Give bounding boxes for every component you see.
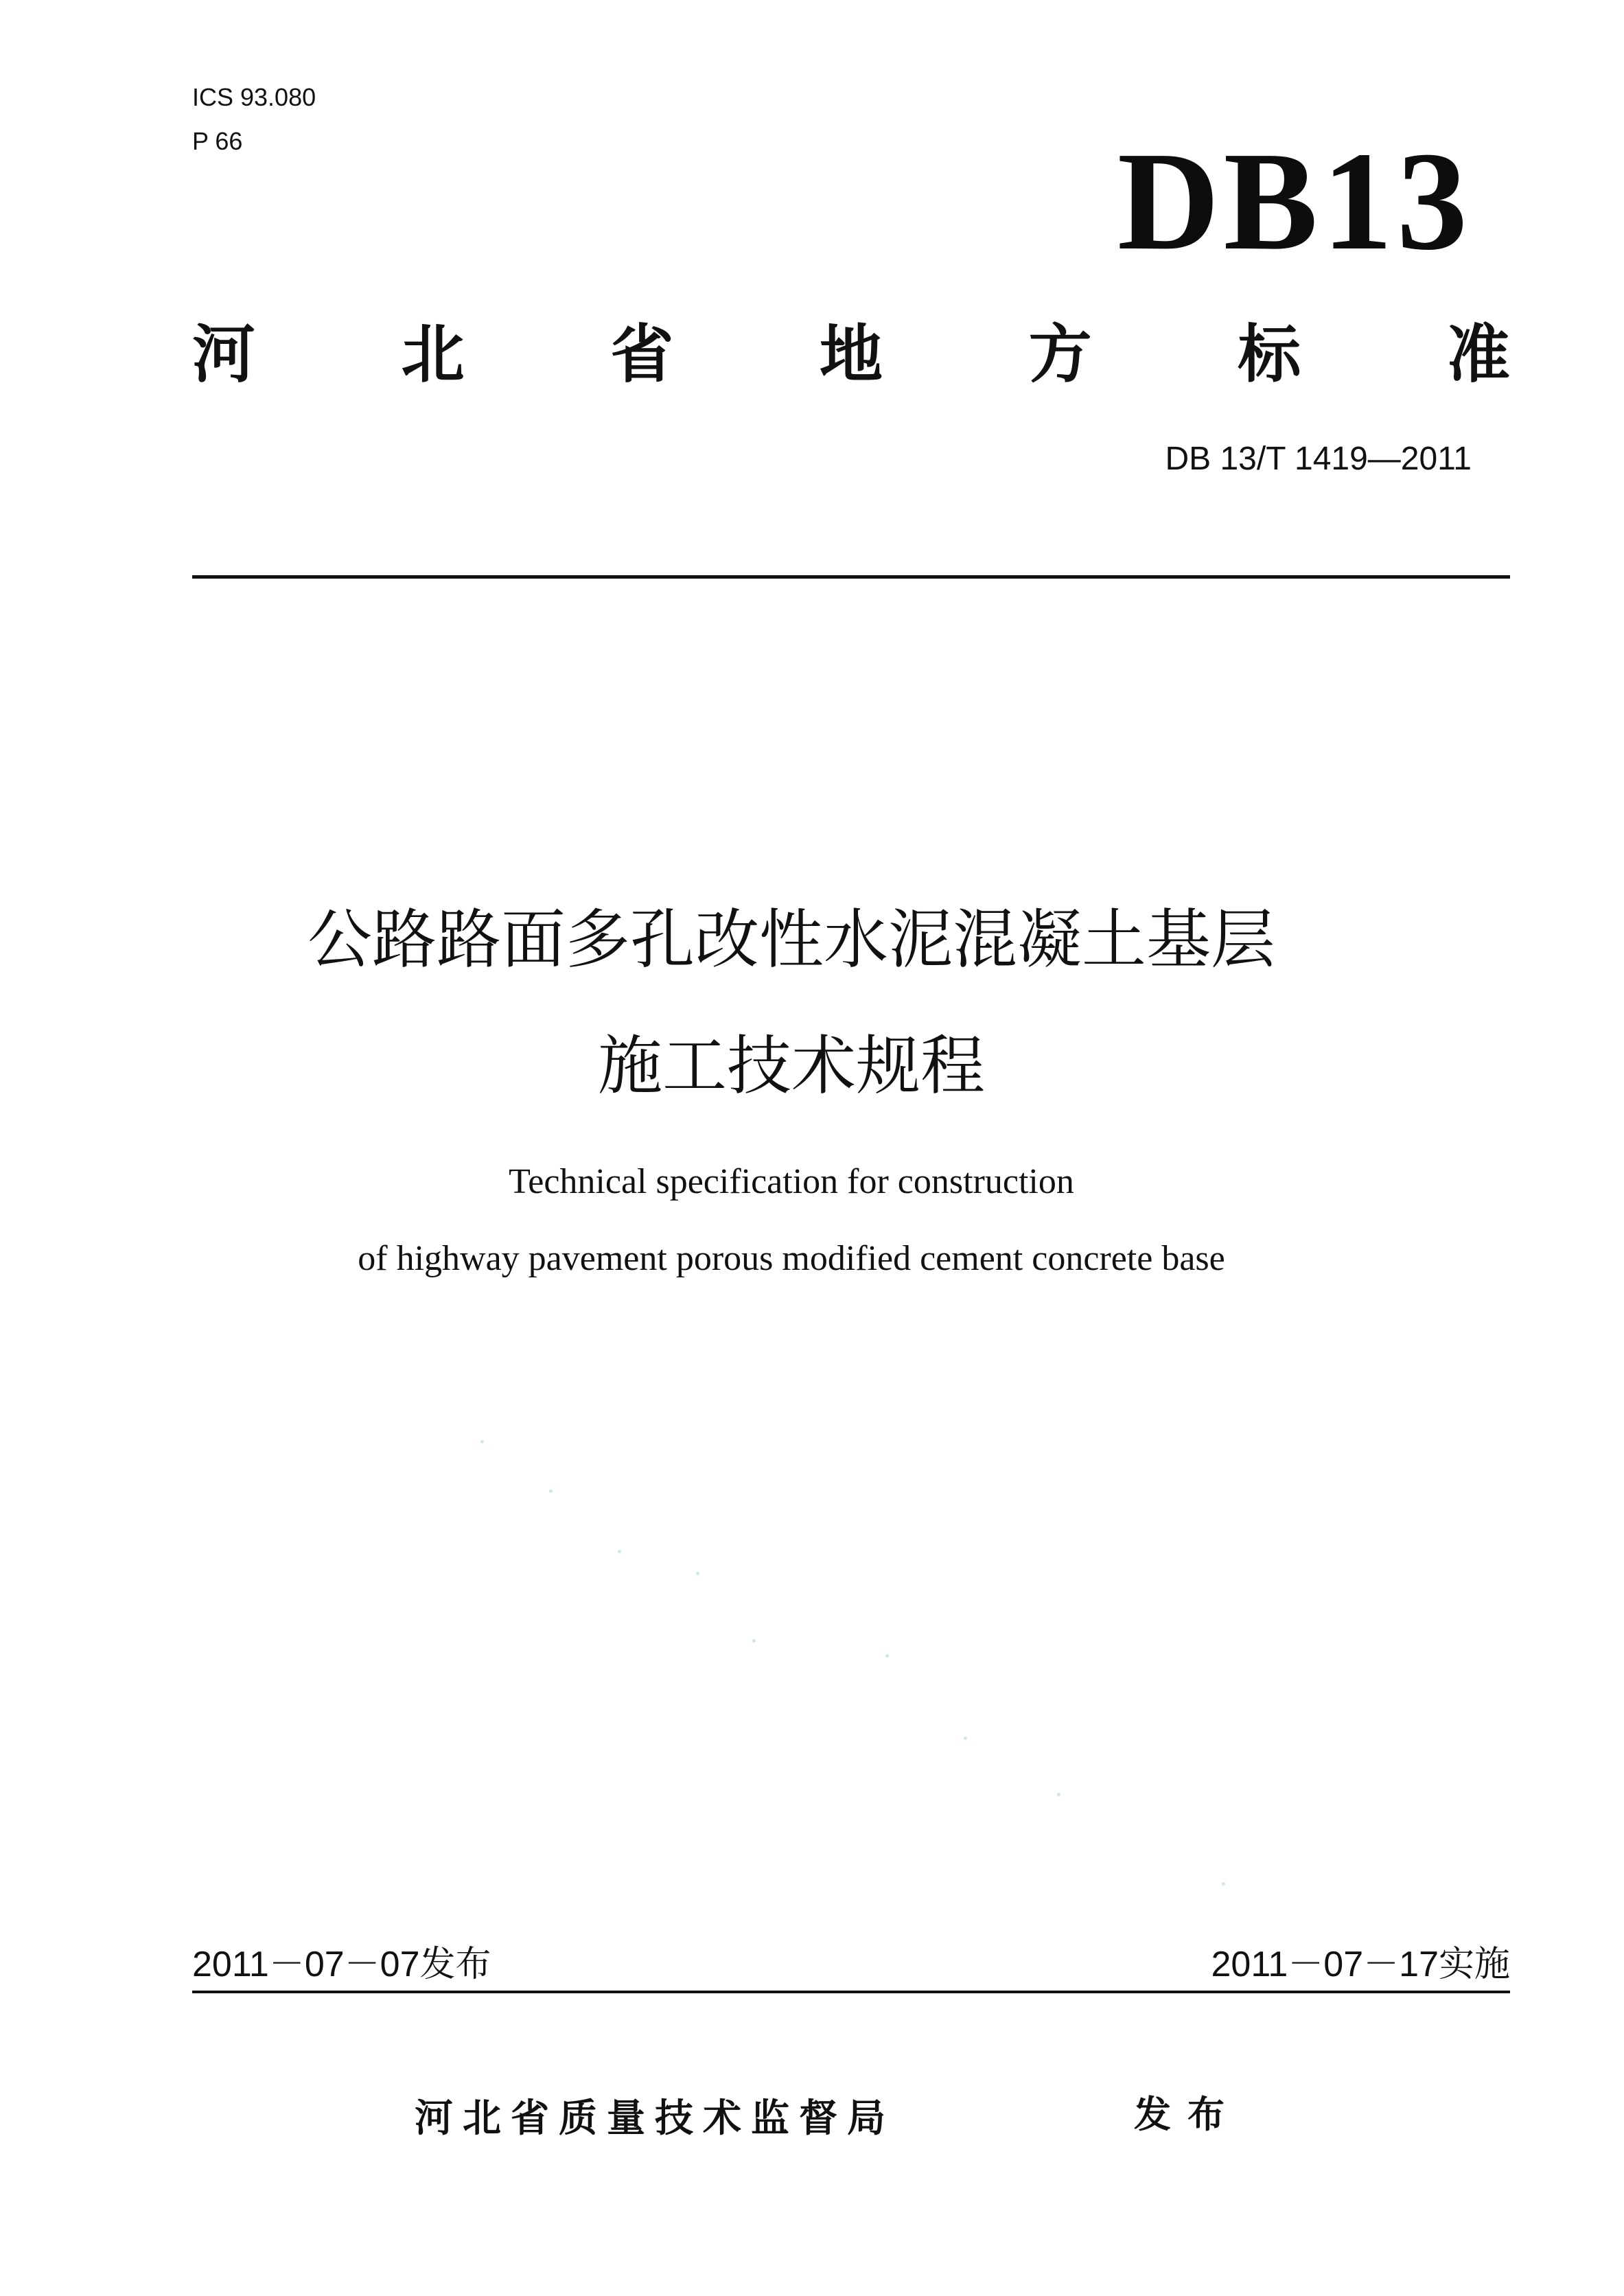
title-english-line-1: Technical specification for construction <box>509 1162 1074 1201</box>
standard-type-char: 省 <box>610 318 674 391</box>
standard-type-char: 河 <box>192 318 256 391</box>
title-chinese-line-1: 公路路面多孔改性水泥混凝土基层 <box>307 903 1275 977</box>
classification-code: P 66 <box>192 127 243 155</box>
implementation-date: 2011－07－17实施 <box>1211 1945 1510 1984</box>
standard-type <box>192 317 1510 393</box>
publish-label: 发布 <box>1134 2093 1241 2136</box>
standard-type-char: 地 <box>819 318 883 391</box>
standard-logo: DB13 <box>1117 122 1472 279</box>
standard-type-char: 标 <box>1238 318 1301 391</box>
header-divider <box>192 575 1510 579</box>
ics-code: ICS 93.080 <box>192 83 316 111</box>
standard-type-char: 准 <box>1446 318 1510 391</box>
issue-date: 2011－07－07发布 <box>192 1945 491 1984</box>
standard-type-char: 北 <box>401 318 465 391</box>
title-chinese-line-2: 施工技术规程 <box>597 1029 985 1104</box>
standard-number: DB 13/T 1419—2011 <box>1165 441 1472 477</box>
standard-type-char: 方 <box>1028 318 1092 391</box>
footer-divider <box>192 1991 1510 1993</box>
title-english-line-2: of highway pavement porous modified cement concrete base <box>358 1239 1225 1278</box>
issuing-authority: 河北省质量技术监督局 <box>415 2096 895 2141</box>
